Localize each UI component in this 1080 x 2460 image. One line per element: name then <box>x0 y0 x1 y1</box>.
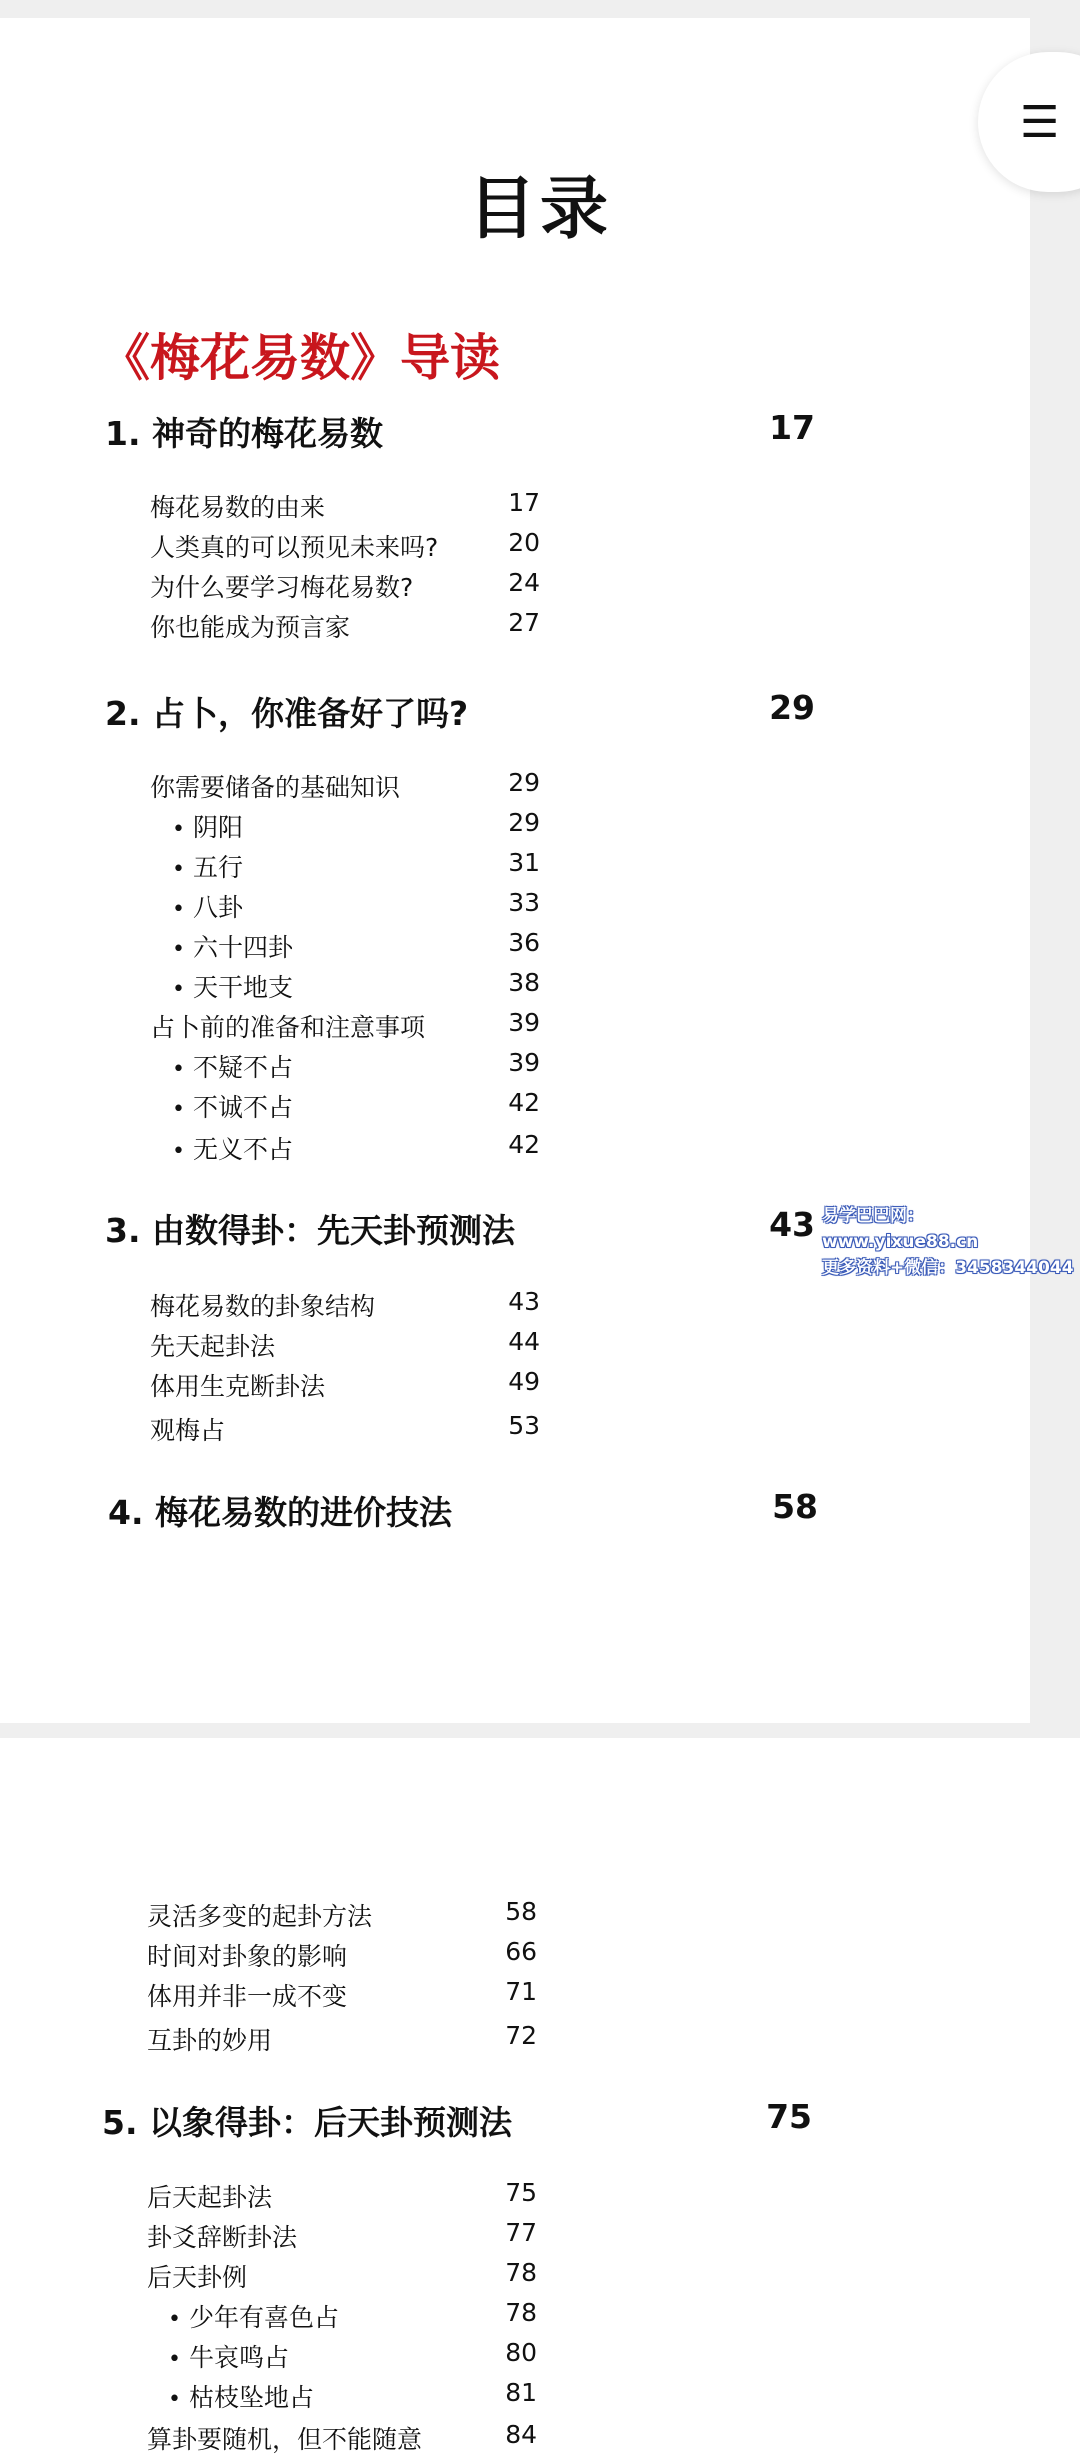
chapter-heading[interactable]: 2. 占卜，你准备好了吗? 29 <box>105 688 815 733</box>
bullet-icon: • <box>172 1139 185 1164</box>
page-title: 目录 <box>467 170 612 249</box>
chapter-page-number: 17 <box>769 408 815 447</box>
toc-subentry[interactable]: • 不诚不占 42 <box>172 1088 540 1122</box>
bullet-icon: • <box>172 817 185 842</box>
toc-entry[interactable]: 梅花易数的卦象结构 43 <box>150 1287 540 1321</box>
toc-subentry[interactable]: • 阴阳 29 <box>172 808 540 842</box>
bullet-icon: • <box>172 1057 185 1082</box>
chapter-heading[interactable]: 3. 由数得卦：先天卦预测法 43 <box>105 1205 815 1250</box>
toc-subentry[interactable]: • 少年有喜色占 78 <box>168 2298 537 2332</box>
toc-entry[interactable]: 互卦的妙用 72 <box>147 2021 537 2055</box>
chapter-page-number: 43 <box>769 1205 815 1244</box>
toc-subentry[interactable]: • 不疑不占 39 <box>172 1048 540 1082</box>
toc-entry[interactable]: 体用生克断卦法 49 <box>150 1367 540 1401</box>
toc-subentry[interactable]: • 五行 31 <box>172 848 540 882</box>
toc-entry[interactable]: 体用并非一成不变 71 <box>147 1977 537 2011</box>
hamburger-menu-icon: ☰ <box>1020 96 1060 148</box>
toc-entry[interactable]: 后天起卦法 75 <box>147 2178 537 2212</box>
toc-subentry[interactable]: • 无义不占 42 <box>172 1130 540 1164</box>
toc-subentry[interactable]: • 枯枝坠地占 81 <box>168 2378 537 2412</box>
chapter-heading[interactable]: 4. 梅花易数的进价技法 58 <box>108 1487 818 1532</box>
toc-entry[interactable]: 你需要储备的基础知识 29 <box>150 768 540 802</box>
bullet-icon: • <box>172 937 185 962</box>
toc-entry[interactable]: 算卦要随机，但不能随意 84 <box>147 2420 537 2454</box>
toc-entry[interactable]: 你也能成为预言家 27 <box>150 608 540 642</box>
bullet-icon: • <box>172 897 185 922</box>
toc-subentry[interactable]: • 天干地支 38 <box>172 968 540 1002</box>
toc-entry[interactable]: 卦爻辞断卦法 77 <box>147 2218 537 2252</box>
toc-entry[interactable]: 人类真的可以预见未来吗? 20 <box>150 528 540 562</box>
chapter-page-number: 58 <box>772 1487 818 1526</box>
bullet-icon: • <box>168 2387 181 2412</box>
toc-entry[interactable]: 为什么要学习梅花易数? 24 <box>150 568 540 602</box>
toc-entry[interactable]: 灵活多变的起卦方法 58 <box>147 1897 537 1931</box>
book-subtitle: 《梅花易数》导读 <box>100 328 500 387</box>
chapter-heading[interactable]: 5. 以象得卦：后天卦预测法 75 <box>102 2097 812 2142</box>
toc-entry[interactable]: 梅花易数的由来 17 <box>150 488 540 522</box>
bullet-icon: • <box>172 1097 185 1122</box>
toc-subentry[interactable]: • 八卦 33 <box>172 888 540 922</box>
watermark: 易学巴巴网：www.yixue88.cn 更多资料+微信：3458344044 <box>822 1206 1074 1278</box>
bullet-icon: • <box>168 2307 181 2332</box>
chapter-heading[interactable]: 1. 神奇的梅花易数 17 <box>105 408 815 453</box>
chapter-page-number: 29 <box>769 688 815 727</box>
toc-entry[interactable]: 观梅占 53 <box>150 1411 540 1445</box>
bullet-icon: • <box>168 2347 181 2372</box>
toc-subentry[interactable]: • 牛哀鸣占 80 <box>168 2338 537 2372</box>
toc-entry[interactable]: 先天起卦法 44 <box>150 1327 540 1361</box>
toc-entry[interactable]: 时间对卦象的影响 66 <box>147 1937 537 1971</box>
bullet-icon: • <box>172 977 185 1002</box>
chapter-page-number: 75 <box>766 2097 812 2136</box>
bullet-icon: • <box>172 857 185 882</box>
toc-entry[interactable]: 占卜前的准备和注意事项 39 <box>150 1008 540 1042</box>
toc-entry[interactable]: 后天卦例 78 <box>147 2258 537 2292</box>
toc-subentry[interactable]: • 六十四卦 36 <box>172 928 540 962</box>
